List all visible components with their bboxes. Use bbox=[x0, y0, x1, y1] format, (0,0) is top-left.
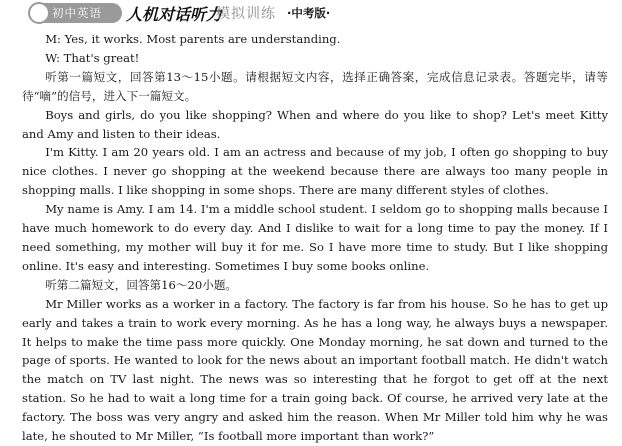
section-instruction: 听第一篇短文，回答第13～15小题。请根据短文内容，选择正确答案，完成信息记录表。答题完毕，请等待“嘀”的信号，进入下一篇短文。 bbox=[22, 69, 608, 103]
page-header bbox=[22, 0, 608, 30]
book-title: 人机对话听力 bbox=[126, 5, 223, 24]
transcript-text bbox=[22, 30, 608, 446]
passage-kitty: I'm Kitty. I am 20 years old. I am an actress and because of my job, I often go shopping to buy nice clothes. I never go shopping at the weekend because there are always too many people in shopping malls. I like shopping in some shops. There are many different styles of clothes. bbox=[22, 145, 608, 198]
edition-label: ·中考版· bbox=[287, 6, 331, 20]
passage-mr-miller: Mr Miller works as a worker in a factory. The factory is far from his house. So he has to get up early and takes a train to work every morning. As he has a long way, he always buys a newspaper. It helps to make the time pass more quickly. One Monday morning, he sat down and turned to the page of sports. He wanted to look for the news about an important football match. He didn't watch the match on TV last night. The news was so interesting that he forgot to get off at the next station. So he had to wait a long time for a train going back. Of course, he arrived very late at the factory. The boss was very angry and asked him the reason. When Mr Miller told him why he was late, he shouted to Mr Miller, “Is football more important than work?” bbox=[22, 296, 608, 444]
passage-amy: My name is Amy. I am 14. I'm a middle school student. I seldom go to shopping malls because I have much homework to do every day. And I dislike to wait for a long time to pay the money. If I need something, my mother will buy it for me. So I have more time to study. But I like shopping online. It's easy and interesting. Sometimes I buy some books online. bbox=[22, 202, 608, 273]
dialogue-line-w: W: That's great! bbox=[45, 50, 140, 65]
book-subtitle: 模拟训练 bbox=[216, 6, 276, 22]
badge-circle-icon bbox=[28, 2, 50, 24]
series-badge bbox=[30, 3, 122, 23]
series-badge-label: 初中英语 bbox=[52, 6, 102, 20]
dialogue-line-m: M: Yes, it works. Most parents are understanding. bbox=[45, 32, 341, 46]
section-instruction-2: 听第二篇短文，回答第16～20小题。 bbox=[45, 277, 238, 292]
passage-intro: Boys and girls, do you like shopping? When and where do you like to shop? Let's meet Kitty and Amy and listen to their ideas. bbox=[22, 107, 608, 141]
